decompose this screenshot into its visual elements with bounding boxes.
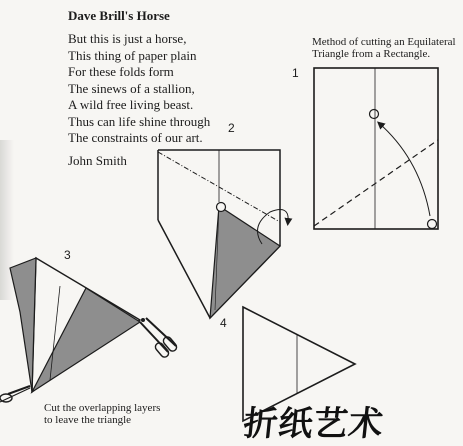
step3-shaded-flap <box>32 288 140 392</box>
poem-line: This thing of paper plain <box>68 47 197 63</box>
step-number-4: 4 <box>220 316 227 330</box>
step1-reference-point <box>370 110 379 119</box>
caption-line: Cut the overlapping layers <box>44 402 161 414</box>
step1-rectangle <box>314 68 438 229</box>
poem-line: The constraints of our art. <box>68 130 203 145</box>
step2-shaded-flap <box>210 206 280 318</box>
step-number-2: 2 <box>228 121 235 135</box>
scissors-icon <box>140 318 178 359</box>
step3-diagram <box>0 258 178 402</box>
step2-reference-point <box>217 203 226 212</box>
poem-line: For these folds form <box>68 64 174 79</box>
poem-line: Thus can life shine through <box>68 113 211 129</box>
step3-back-layer <box>10 258 36 392</box>
poem-line: A wild free living beast. <box>68 97 194 112</box>
step1-fold-arrow <box>380 124 430 216</box>
poem-line: The sinews of a stallion, <box>68 80 195 96</box>
step3-caption <box>44 402 224 426</box>
step2-diagram <box>158 150 288 318</box>
caption-line: to leave the triangle <box>44 414 132 426</box>
method-note-line: Method of cutting an Equilateral <box>312 36 456 48</box>
step-number-1: 1 <box>292 66 299 80</box>
poem-author: John Smith <box>68 152 127 168</box>
step3-cut-line <box>0 388 30 402</box>
step1-valley-fold-line <box>314 140 438 226</box>
step1-diagram <box>314 68 438 229</box>
poem-line: But this is just a horse, <box>68 31 187 46</box>
step1-corner-point <box>428 220 437 229</box>
poem-title: Dave Brill's Horse <box>68 8 170 23</box>
step-number-3: 3 <box>64 248 71 262</box>
method-note-line: Triangle from a Rectangle. <box>312 48 431 60</box>
watermark-logo: 折纸艺术 <box>241 404 386 444</box>
